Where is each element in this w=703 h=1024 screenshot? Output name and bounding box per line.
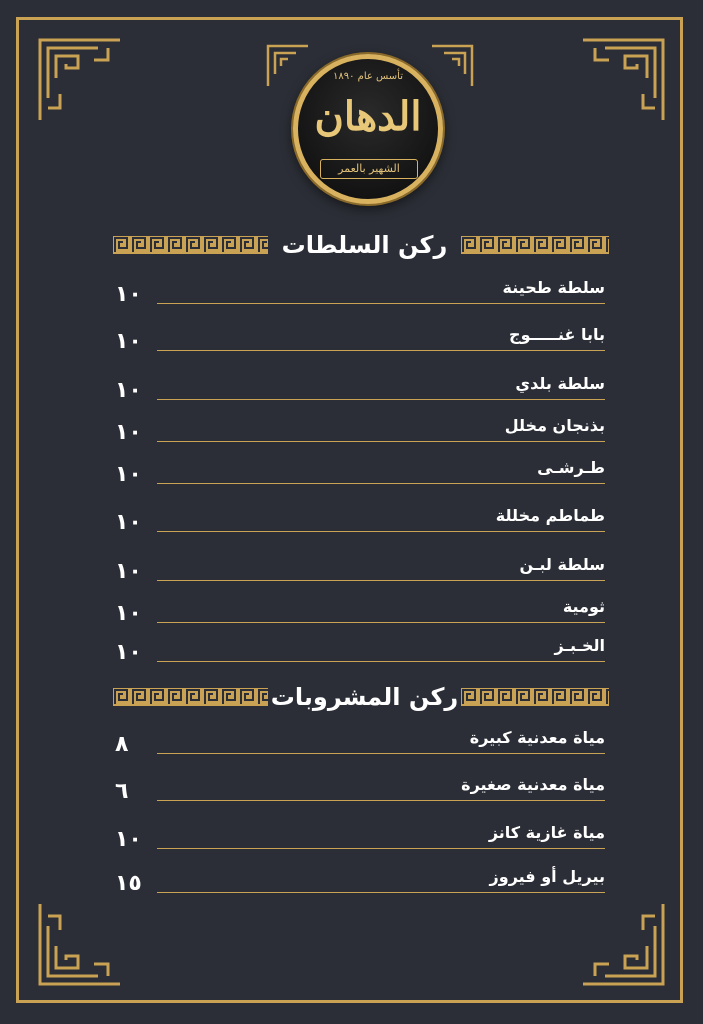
menu-item-price: ٦ xyxy=(115,779,129,804)
menu-item-name: مياة غازية كانز xyxy=(488,823,605,842)
dotted-leader xyxy=(157,303,605,304)
menu-item-price: ١٠ xyxy=(115,420,142,445)
menu-item-name: مياة معدنية كبيرة xyxy=(469,728,605,747)
corner-ornament-icon xyxy=(581,38,665,122)
dotted-leader xyxy=(157,483,605,484)
menu-item-price: ١٠ xyxy=(115,462,142,487)
dotted-leader xyxy=(157,622,605,623)
corner-ornament-icon xyxy=(38,902,122,986)
menu-item-name: سلطة بلدي xyxy=(515,374,605,393)
dotted-leader xyxy=(157,441,605,442)
menu-item-price: ٨ xyxy=(115,732,129,757)
menu-item-name: بذنجان مخلل xyxy=(504,416,605,435)
dotted-leader xyxy=(157,753,605,754)
menu-item-price: ١٠ xyxy=(115,559,142,584)
menu-item-price: ١٠ xyxy=(115,329,142,354)
greek-key-band-icon xyxy=(113,688,268,706)
menu-item-name: الخـبـز xyxy=(554,636,605,655)
menu-item-name: بابا غنـــــوج xyxy=(509,325,605,344)
menu-item-price: ١٠ xyxy=(115,510,142,535)
menu-item xyxy=(0,775,703,815)
menu-item xyxy=(0,458,703,498)
menu-item xyxy=(0,416,703,456)
section-title-salads: ركن السلطات xyxy=(281,231,448,259)
menu-item-price: ١٠ xyxy=(115,640,142,665)
greek-key-band-icon xyxy=(461,236,609,254)
menu-item-price: ١٠ xyxy=(115,601,142,626)
menu-item-name: ثومية xyxy=(562,597,605,616)
menu-item xyxy=(0,867,703,907)
menu-item xyxy=(0,278,703,318)
dotted-leader xyxy=(157,399,605,400)
menu-item xyxy=(0,636,703,676)
greek-key-band-icon xyxy=(461,688,609,706)
logo-name: الدهان xyxy=(314,93,422,140)
corner-ornament-icon xyxy=(38,38,122,122)
menu-item-name: سلطة طحينة xyxy=(502,278,605,297)
corner-ornament-icon xyxy=(581,902,665,986)
menu-item xyxy=(0,374,703,414)
dotted-leader xyxy=(157,531,605,532)
menu-item-price: ١٠ xyxy=(115,378,142,403)
logo-established-text: تأسس عام ١٨٩٠ xyxy=(332,71,403,82)
menu-item-name: مياة معدنية صغيرة xyxy=(461,775,605,794)
greek-key-band-icon xyxy=(113,236,268,254)
restaurant-logo xyxy=(293,54,443,204)
dotted-leader xyxy=(157,800,605,801)
dotted-leader xyxy=(157,350,605,351)
menu-item-name: طـرشـى xyxy=(537,458,605,477)
menu-item-name: سلطة لبـن xyxy=(519,555,605,574)
menu-item-name: طماطم مخللة xyxy=(495,506,605,525)
menu-item-price: ١٥ xyxy=(115,871,142,896)
dotted-leader xyxy=(157,580,605,581)
section-title-drinks: ركن المشروبات xyxy=(270,683,459,711)
menu-item xyxy=(0,325,703,365)
menu-item-price: ١٠ xyxy=(115,282,142,307)
menu-item-price: ١٠ xyxy=(115,827,142,852)
section-header-drinks xyxy=(113,679,609,715)
menu-item xyxy=(0,506,703,546)
section-header-salads xyxy=(113,227,609,263)
dotted-leader xyxy=(157,661,605,662)
menu-item xyxy=(0,823,703,863)
menu-item-name: بيريل أو فيروز xyxy=(489,867,605,886)
dotted-leader xyxy=(157,892,605,893)
menu-item xyxy=(0,728,703,768)
menu-item xyxy=(0,597,703,637)
menu-item xyxy=(0,555,703,595)
logo-tagline: الشهير بالعمر xyxy=(320,159,418,179)
dotted-leader xyxy=(157,848,605,849)
